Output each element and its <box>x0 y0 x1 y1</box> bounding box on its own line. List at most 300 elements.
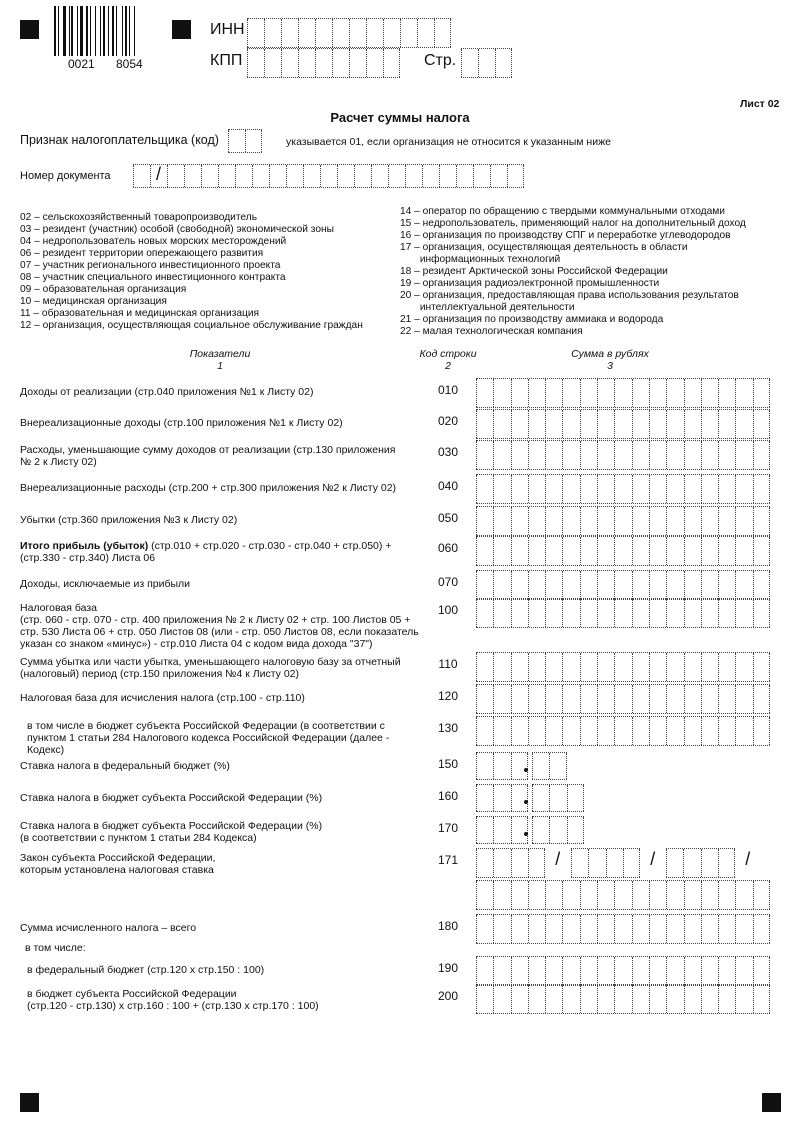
char-cell[interactable] <box>562 915 579 943</box>
char-cell[interactable] <box>597 599 614 627</box>
char-cell[interactable] <box>718 915 735 943</box>
amount-field-130[interactable] <box>476 716 770 746</box>
char-cell[interactable] <box>493 785 510 811</box>
char-cell[interactable] <box>701 653 718 681</box>
char-cell[interactable] <box>434 19 451 47</box>
char-cell[interactable] <box>562 507 579 535</box>
char-cell[interactable] <box>753 985 770 1013</box>
char-cell[interactable] <box>580 881 597 909</box>
char-cell[interactable] <box>753 379 770 407</box>
char-cell[interactable] <box>528 537 545 565</box>
char-cell[interactable] <box>597 507 614 535</box>
char-cell[interactable] <box>476 881 493 909</box>
char-cell[interactable] <box>684 685 701 713</box>
char-cell[interactable] <box>718 717 735 745</box>
char-cell[interactable] <box>476 957 493 985</box>
char-cell[interactable] <box>493 537 510 565</box>
char-cell[interactable] <box>614 537 631 565</box>
char-cell[interactable] <box>562 881 579 909</box>
char-cell[interactable] <box>649 985 666 1013</box>
char-cell[interactable] <box>545 537 562 565</box>
char-cell[interactable] <box>632 717 649 745</box>
char-cell[interactable] <box>632 957 649 985</box>
char-cell[interactable] <box>614 957 631 985</box>
char-cell[interactable] <box>476 537 493 565</box>
char-cell[interactable] <box>718 537 735 565</box>
char-cell[interactable] <box>580 537 597 565</box>
char-cell[interactable] <box>735 410 752 438</box>
char-cell[interactable] <box>666 571 683 599</box>
char-cell[interactable] <box>511 379 528 407</box>
char-cell[interactable] <box>632 441 649 469</box>
char-cell[interactable] <box>753 507 770 535</box>
char-cell[interactable] <box>545 717 562 745</box>
char-cell[interactable] <box>718 599 735 627</box>
char-cell[interactable] <box>632 379 649 407</box>
char-cell[interactable] <box>649 685 666 713</box>
char-cell[interactable] <box>528 685 545 713</box>
char-cell[interactable] <box>666 653 683 681</box>
char-cell[interactable] <box>528 985 545 1013</box>
char-cell[interactable] <box>632 410 649 438</box>
char-cell[interactable] <box>545 685 562 713</box>
char-cell[interactable] <box>701 571 718 599</box>
char-cell[interactable] <box>632 537 649 565</box>
char-cell[interactable] <box>366 19 383 47</box>
char-cell[interactable] <box>545 507 562 535</box>
char-cell[interactable] <box>649 441 666 469</box>
amount-field-050[interactable] <box>476 506 770 536</box>
char-cell[interactable] <box>684 653 701 681</box>
char-cell[interactable] <box>735 599 752 627</box>
rate-fraction-field-170[interactable] <box>532 816 584 844</box>
law-field-part-2[interactable] <box>571 848 640 878</box>
char-cell[interactable] <box>632 599 649 627</box>
char-cell[interactable] <box>528 410 545 438</box>
char-cell[interactable] <box>528 957 545 985</box>
char-cell[interactable] <box>606 849 623 877</box>
char-cell[interactable] <box>718 475 735 503</box>
char-cell[interactable] <box>580 379 597 407</box>
char-cell[interactable] <box>235 165 252 187</box>
char-cell[interactable] <box>718 881 735 909</box>
char-cell[interactable] <box>567 817 584 843</box>
char-cell[interactable] <box>718 957 735 985</box>
char-cell[interactable] <box>562 441 579 469</box>
char-cell[interactable] <box>684 915 701 943</box>
char-cell[interactable] <box>580 571 597 599</box>
char-cell[interactable] <box>718 653 735 681</box>
char-cell[interactable] <box>349 49 366 77</box>
char-cell[interactable] <box>405 165 422 187</box>
char-cell[interactable] <box>701 957 718 985</box>
char-cell[interactable] <box>580 717 597 745</box>
char-cell[interactable] <box>753 599 770 627</box>
char-cell[interactable] <box>597 653 614 681</box>
char-cell[interactable] <box>511 410 528 438</box>
char-cell[interactable] <box>562 685 579 713</box>
char-cell[interactable] <box>753 881 770 909</box>
char-cell[interactable] <box>753 685 770 713</box>
char-cell[interactable] <box>735 537 752 565</box>
char-cell[interactable] <box>545 441 562 469</box>
rate-integer-field-170[interactable] <box>476 816 528 844</box>
char-cell[interactable] <box>545 957 562 985</box>
char-cell[interactable] <box>597 881 614 909</box>
char-cell[interactable] <box>701 475 718 503</box>
char-cell[interactable] <box>545 379 562 407</box>
char-cell[interactable] <box>684 957 701 985</box>
amount-field-180[interactable] <box>476 914 770 944</box>
char-cell[interactable] <box>511 985 528 1013</box>
char-cell[interactable] <box>614 410 631 438</box>
char-cell[interactable] <box>490 165 507 187</box>
char-cell[interactable] <box>614 915 631 943</box>
char-cell[interactable] <box>493 985 510 1013</box>
char-cell[interactable] <box>684 717 701 745</box>
char-cell[interactable] <box>545 599 562 627</box>
char-cell[interactable] <box>545 653 562 681</box>
char-cell[interactable] <box>511 717 528 745</box>
char-cell[interactable] <box>753 915 770 943</box>
char-cell[interactable] <box>701 599 718 627</box>
char-cell[interactable] <box>476 410 493 438</box>
char-cell[interactable] <box>493 753 510 779</box>
char-cell[interactable] <box>167 165 184 187</box>
char-cell[interactable] <box>562 599 579 627</box>
char-cell[interactable] <box>476 507 493 535</box>
char-cell[interactable] <box>493 817 510 843</box>
amount-field-190[interactable] <box>476 956 770 986</box>
char-cell[interactable] <box>281 49 298 77</box>
amount-field-060[interactable] <box>476 536 770 566</box>
char-cell[interactable] <box>549 753 566 779</box>
char-cell[interactable] <box>649 717 666 745</box>
char-cell[interactable] <box>476 717 493 745</box>
char-cell[interactable] <box>684 537 701 565</box>
char-cell[interactable] <box>597 537 614 565</box>
char-cell[interactable] <box>666 849 683 877</box>
char-cell[interactable] <box>649 599 666 627</box>
char-cell[interactable] <box>753 571 770 599</box>
law-field-part-1[interactable] <box>476 848 545 878</box>
char-cell[interactable] <box>562 985 579 1013</box>
char-cell[interactable] <box>383 19 400 47</box>
char-cell[interactable] <box>666 475 683 503</box>
page-number-field[interactable] <box>461 48 512 78</box>
char-cell[interactable] <box>400 19 417 47</box>
char-cell[interactable] <box>614 507 631 535</box>
char-cell[interactable] <box>476 753 493 779</box>
char-cell[interactable] <box>666 881 683 909</box>
char-cell[interactable] <box>511 881 528 909</box>
char-cell[interactable] <box>614 653 631 681</box>
char-cell[interactable] <box>511 685 528 713</box>
char-cell[interactable] <box>614 881 631 909</box>
char-cell[interactable] <box>562 571 579 599</box>
char-cell[interactable] <box>218 165 235 187</box>
char-cell[interactable] <box>701 881 718 909</box>
char-cell[interactable] <box>718 379 735 407</box>
char-cell[interactable] <box>184 165 201 187</box>
amount-field-120[interactable] <box>476 684 770 714</box>
char-cell[interactable] <box>252 165 269 187</box>
char-cell[interactable] <box>753 537 770 565</box>
char-cell[interactable] <box>511 753 528 779</box>
char-cell[interactable] <box>264 49 281 77</box>
char-cell[interactable] <box>532 817 549 843</box>
char-cell[interactable] <box>614 599 631 627</box>
char-cell[interactable] <box>614 475 631 503</box>
char-cell[interactable] <box>493 599 510 627</box>
char-cell[interactable] <box>580 475 597 503</box>
char-cell[interactable] <box>511 475 528 503</box>
char-cell[interactable] <box>298 19 315 47</box>
char-cell[interactable] <box>649 410 666 438</box>
amount-field-100[interactable] <box>476 598 770 628</box>
char-cell[interactable] <box>735 985 752 1013</box>
char-cell[interactable] <box>580 507 597 535</box>
char-cell[interactable] <box>753 957 770 985</box>
char-cell[interactable] <box>476 849 493 877</box>
char-cell[interactable] <box>614 985 631 1013</box>
char-cell[interactable] <box>753 410 770 438</box>
char-cell[interactable] <box>753 441 770 469</box>
char-cell[interactable] <box>476 685 493 713</box>
char-cell[interactable] <box>511 653 528 681</box>
char-cell[interactable] <box>562 379 579 407</box>
char-cell[interactable] <box>649 653 666 681</box>
char-cell[interactable] <box>562 475 579 503</box>
char-cell[interactable] <box>493 653 510 681</box>
char-cell[interactable] <box>456 165 473 187</box>
char-cell[interactable] <box>511 785 528 811</box>
char-cell[interactable] <box>735 379 752 407</box>
char-cell[interactable] <box>493 475 510 503</box>
char-cell[interactable] <box>562 537 579 565</box>
char-cell[interactable] <box>701 915 718 943</box>
char-cell[interactable] <box>632 475 649 503</box>
char-cell[interactable] <box>493 915 510 943</box>
char-cell[interactable] <box>580 410 597 438</box>
kpp-field[interactable] <box>247 48 400 78</box>
char-cell[interactable] <box>597 685 614 713</box>
char-cell[interactable] <box>562 957 579 985</box>
char-cell[interactable] <box>247 49 264 77</box>
amount-field-030[interactable] <box>476 440 770 470</box>
rate-fraction-field-160[interactable] <box>532 784 584 812</box>
char-cell[interactable] <box>649 915 666 943</box>
char-cell[interactable] <box>701 379 718 407</box>
char-cell[interactable] <box>511 507 528 535</box>
char-cell[interactable] <box>245 130 262 152</box>
char-cell[interactable] <box>649 475 666 503</box>
char-cell[interactable] <box>666 985 683 1013</box>
char-cell[interactable] <box>269 165 286 187</box>
char-cell[interactable] <box>701 685 718 713</box>
char-cell[interactable] <box>439 165 456 187</box>
char-cell[interactable] <box>701 507 718 535</box>
char-cell[interactable] <box>718 507 735 535</box>
char-cell[interactable] <box>666 915 683 943</box>
char-cell[interactable] <box>337 165 354 187</box>
char-cell[interactable] <box>528 849 545 877</box>
char-cell[interactable] <box>562 410 579 438</box>
char-cell[interactable] <box>735 685 752 713</box>
char-cell[interactable] <box>735 441 752 469</box>
char-cell[interactable] <box>417 19 434 47</box>
char-cell[interactable] <box>528 441 545 469</box>
char-cell[interactable] <box>666 441 683 469</box>
char-cell[interactable] <box>493 571 510 599</box>
char-cell[interactable] <box>332 19 349 47</box>
char-cell[interactable] <box>493 379 510 407</box>
char-cell[interactable] <box>264 19 281 47</box>
char-cell[interactable] <box>562 717 579 745</box>
char-cell[interactable] <box>493 507 510 535</box>
char-cell[interactable] <box>511 849 528 877</box>
char-cell[interactable] <box>532 785 549 811</box>
char-cell[interactable] <box>649 379 666 407</box>
char-cell[interactable] <box>623 849 640 877</box>
char-cell[interactable] <box>649 881 666 909</box>
char-cell[interactable] <box>614 685 631 713</box>
char-cell[interactable] <box>545 410 562 438</box>
char-cell[interactable] <box>684 475 701 503</box>
char-cell[interactable] <box>580 915 597 943</box>
char-cell[interactable] <box>753 653 770 681</box>
char-cell[interactable] <box>735 957 752 985</box>
char-cell[interactable] <box>735 915 752 943</box>
char-cell[interactable] <box>571 849 588 877</box>
char-cell[interactable] <box>528 653 545 681</box>
char-cell[interactable] <box>597 985 614 1013</box>
amount-field-110[interactable] <box>476 652 770 682</box>
char-cell[interactable] <box>684 410 701 438</box>
char-cell[interactable] <box>701 410 718 438</box>
char-cell[interactable] <box>461 49 478 77</box>
amount-field-020[interactable] <box>476 409 770 439</box>
char-cell[interactable] <box>666 537 683 565</box>
char-cell[interactable] <box>666 379 683 407</box>
char-cell[interactable] <box>597 475 614 503</box>
char-cell[interactable] <box>614 441 631 469</box>
char-cell[interactable] <box>753 475 770 503</box>
char-cell[interactable] <box>701 537 718 565</box>
taxpayer-sign-field[interactable] <box>228 129 262 153</box>
char-cell[interactable] <box>493 717 510 745</box>
char-cell[interactable] <box>201 165 218 187</box>
char-cell[interactable] <box>580 441 597 469</box>
char-cell[interactable] <box>371 165 388 187</box>
char-cell[interactable] <box>718 849 735 877</box>
char-cell[interactable] <box>649 957 666 985</box>
char-cell[interactable] <box>597 915 614 943</box>
char-cell[interactable] <box>476 915 493 943</box>
char-cell[interactable] <box>597 441 614 469</box>
law-field-part-3[interactable] <box>666 848 735 878</box>
char-cell[interactable] <box>632 881 649 909</box>
char-cell[interactable] <box>549 817 566 843</box>
char-cell[interactable] <box>528 475 545 503</box>
char-cell[interactable] <box>632 653 649 681</box>
char-cell[interactable] <box>383 49 400 77</box>
char-cell[interactable] <box>476 653 493 681</box>
char-cell[interactable] <box>354 165 371 187</box>
rate-integer-field-160[interactable] <box>476 784 528 812</box>
char-cell[interactable] <box>133 165 150 187</box>
char-cell[interactable] <box>493 441 510 469</box>
amount-field-070[interactable] <box>476 570 770 600</box>
char-cell[interactable] <box>228 130 245 152</box>
char-cell[interactable] <box>303 165 320 187</box>
char-cell[interactable] <box>511 441 528 469</box>
char-cell[interactable] <box>614 717 631 745</box>
char-cell[interactable] <box>476 985 493 1013</box>
char-cell[interactable] <box>507 165 524 187</box>
char-cell[interactable] <box>567 785 584 811</box>
char-cell[interactable] <box>735 475 752 503</box>
char-cell[interactable] <box>493 957 510 985</box>
char-cell[interactable] <box>649 537 666 565</box>
char-cell[interactable] <box>580 685 597 713</box>
char-cell[interactable] <box>597 717 614 745</box>
char-cell[interactable] <box>588 849 605 877</box>
char-cell[interactable] <box>684 599 701 627</box>
char-cell[interactable] <box>597 379 614 407</box>
char-cell[interactable] <box>580 653 597 681</box>
char-cell[interactable] <box>320 165 337 187</box>
char-cell[interactable] <box>666 410 683 438</box>
char-cell[interactable] <box>632 571 649 599</box>
char-cell[interactable] <box>666 957 683 985</box>
char-cell[interactable] <box>684 441 701 469</box>
char-cell[interactable] <box>684 881 701 909</box>
amount-field-200[interactable] <box>476 984 770 1014</box>
char-cell[interactable] <box>666 507 683 535</box>
char-cell[interactable] <box>511 599 528 627</box>
amount-field-040[interactable] <box>476 474 770 504</box>
char-cell[interactable] <box>422 165 439 187</box>
char-cell[interactable] <box>528 881 545 909</box>
char-cell[interactable] <box>493 881 510 909</box>
amount-field-010[interactable] <box>476 378 770 408</box>
char-cell[interactable] <box>532 753 549 779</box>
char-cell[interactable] <box>332 49 349 77</box>
char-cell[interactable] <box>735 653 752 681</box>
char-cell[interactable] <box>528 915 545 943</box>
char-cell[interactable] <box>632 985 649 1013</box>
char-cell[interactable] <box>545 881 562 909</box>
char-cell[interactable] <box>545 475 562 503</box>
char-cell[interactable] <box>476 379 493 407</box>
char-cell[interactable] <box>315 19 332 47</box>
char-cell[interactable] <box>632 685 649 713</box>
char-cell[interactable] <box>476 475 493 503</box>
char-cell[interactable] <box>511 915 528 943</box>
char-cell[interactable] <box>580 599 597 627</box>
char-cell[interactable] <box>528 571 545 599</box>
char-cell[interactable] <box>597 410 614 438</box>
char-cell[interactable] <box>684 507 701 535</box>
inn-field[interactable] <box>247 18 451 48</box>
char-cell[interactable] <box>684 985 701 1013</box>
char-cell[interactable] <box>649 507 666 535</box>
char-cell[interactable] <box>298 49 315 77</box>
char-cell[interactable] <box>632 915 649 943</box>
char-cell[interactable] <box>528 717 545 745</box>
char-cell[interactable] <box>649 571 666 599</box>
